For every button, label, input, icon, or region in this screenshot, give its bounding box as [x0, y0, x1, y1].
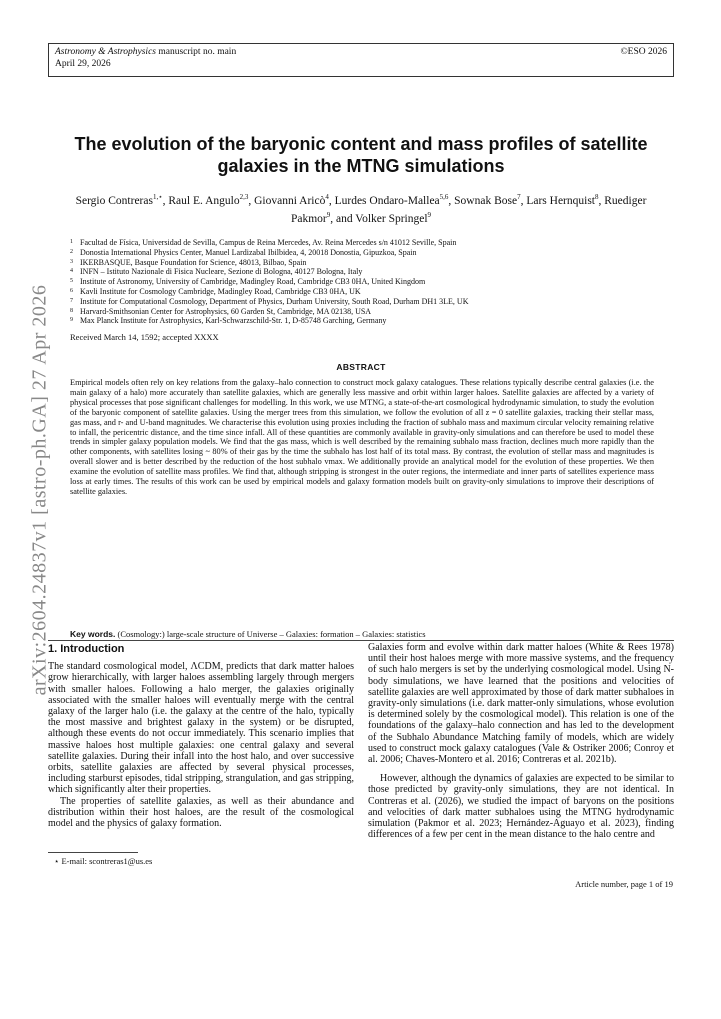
affiliation — [70, 238, 670, 248]
affiliation-number: 1 — [70, 239, 73, 245]
paragraph: The properties of satellite galaxies, as well as their abundance and distribution within their host haloes, are the result of the cosmological model and the physics of galaxy formation. — [48, 795, 354, 830]
affiliation-number: 5 — [70, 278, 73, 285]
author-list: Sergio Contreras$^{1,⋆}$, Raul E. Angulo$^{2,3}$, Giovanni Aricò$^4$, Lurdes Ondaro-Mallea$^{5,6}$, Sownak Bose$^7$, Lars Hernquist$^8$, Ruediger Pakmor$^9$, and Volker Springel$^9$ — [75, 193, 647, 225]
author-affil-marker: 5,6 — [439, 193, 449, 201]
abstract-heading: ABSTRACT — [336, 362, 386, 372]
section-divider — [48, 640, 674, 641]
affiliation-number: 3 — [70, 258, 73, 265]
affiliation-text: Kavli Institute for Cosmology Cambridge, Madingley Road, Cambridge CB3 0HA, UK — [80, 286, 361, 296]
affiliation-text: Max Planck Institute for Astrophysics, Karl-Schwarzschild-Str. 1, D-85748 Garching, Germany — [80, 316, 387, 326]
author-name: Ruediger Pakmor — [290, 194, 647, 225]
author-name: Giovanni Aricò — [254, 194, 326, 207]
affiliation-number: 4 — [70, 268, 73, 275]
left-column — [48, 642, 354, 829]
manuscript-date: April 29, 2026 — [55, 59, 111, 69]
affiliation-text: INFN – Istituto Nazionale di Fisica Nucleare, Sezione di Bologna, 40127 Bologna, Italy — [80, 267, 363, 277]
affiliation-text: Facultad de Física, Universidad de Sevilla, Campus de Reina Mercedes, Av. Reina Mercedes s/n 41012 Seville, Spain — [80, 238, 457, 247]
author-affil-marker: 2,3 — [239, 193, 249, 201]
affiliation — [70, 307, 670, 317]
affiliation-number: 7 — [70, 297, 73, 304]
author-name: Volker Springel — [355, 212, 428, 225]
author-affil-marker: 4 — [325, 193, 329, 201]
paragraph: The standard cosmological model, ΛCDM, predicts that dark matter haloes grow hierarchically, with larger haloes assembling largely through mergers with smaller haloes. Following a halo merger, the galaxies originally associated with the smaller haloes will eventually merge with the central galaxy of the larger halo (i.e. the galaxy at the centre of the halo, typically the most massive and brightest galaxy in the system) or be disrupted, although these events do not occur immediately. This scenario implies that massive haloes host multiple galaxies: one central galaxy and several satellite galaxies. During their infall into the host halo, and over successive orbits, satellite galaxies are affected by several physical processes, including starburst episodes, tidal stripping, strangulation, and gas stripping, which significantly alter their properties. — [48, 661, 354, 796]
author-name: Raul E. Angulo — [168, 194, 240, 207]
keywords — [70, 629, 654, 639]
author-affil-marker: 8 — [595, 193, 599, 201]
journal-name: Astronomy & Astrophysics — [55, 47, 156, 57]
arxiv-id: arXiv:2604.24837v1 [astro-ph.GA] 27 Apr 2026 — [28, 284, 51, 696]
affiliation — [70, 297, 670, 307]
author-name: Lurdes Ondaro-Mallea — [334, 194, 440, 207]
affiliations — [70, 238, 670, 326]
author-name: Sownak Bose — [454, 194, 518, 207]
affiliation — [70, 316, 670, 326]
affiliation — [70, 287, 670, 297]
affiliation-number: 8 — [70, 307, 73, 314]
keywords-text: (Cosmology:) large-scale structure of Universe – Galaxies: formation – Galaxies: statistics — [117, 629, 426, 639]
page-footer: Article number, page 1 of 19 — [575, 879, 673, 889]
author-affil-marker: 7 — [517, 193, 521, 201]
copyright: ©ESO 2026 — [620, 47, 667, 57]
paragraph: Galaxies form and evolve within dark matter haloes (White & Rees 1978) until their host haloes merge with more massive systems, and the frequency of such halo mergers is set by the underlying cosmological model. Using N-body simulations, we have learned that the positions and velocities of satellite galaxies are well approximated by those of dark matter subhaloes in gravity-only simulations (i.e. dark matter-only simulations, whose evolution is determined solely by the cosmological model). This relation is one of the foundations of the galaxy–halo connection and has led to the development of the Subhalo Abundance Matching family of models, which are widely used to construct mock galaxy catalogues (Vale & Ostriker 2006; Conroy et al. 2006; Chaves-Montero et al. 2016; Contreras et al. 2021b). — [368, 642, 674, 766]
footnote-email: ⋆ E-mail: scontreras1@us.es — [54, 856, 153, 866]
affiliation-text: Donostia International Physics Center, Manuel Lardizabal Ibilbidea, 4, 20018 Donostia, Gipuzkoa, Spain — [80, 247, 417, 257]
affiliation-number: 2 — [70, 248, 73, 255]
author-affil-marker: 1,⋆ — [152, 193, 163, 201]
author-affil-marker: 9 — [326, 210, 331, 219]
affiliation — [70, 258, 670, 268]
manuscript-number: manuscript no. main — [158, 47, 237, 57]
right-column — [368, 642, 674, 840]
intro-heading: 1. Introduction — [48, 643, 125, 655]
affiliation-text: Institute for Computational Cosmology, Department of Physics, Durham University, South Road, Durham DH1 3LE, UK — [80, 296, 469, 306]
affiliation — [70, 267, 670, 277]
affiliation-number: 6 — [70, 287, 73, 294]
affiliation-text: Harvard-Smithsonian Center for Astrophysics, 60 Garden St, Cambridge, MA 02138, USA — [80, 306, 372, 316]
affiliation — [70, 277, 670, 287]
affiliation-text: IKERBASQUE, Basque Foundation for Science, 48013, Bilbao, Spain — [80, 257, 307, 267]
affiliation-number: 9 — [70, 317, 73, 324]
keywords-label: Key words. — [70, 629, 116, 639]
received-line: Received March 14, 1592; accepted XXXX — [70, 332, 219, 342]
author-affil-marker: 9 — [427, 210, 432, 219]
footnote-rule — [48, 852, 138, 853]
paragraph: However, although the dynamics of galaxies are expected to be similar to those predicted by gravity-only simulations, they are not identical. In Contreras et al. (2026), we studied the impact of baryons on the positions and velocities of dark matter subhaloes using the MTNG hydrodynamic simulation (Pakmor et al. 2023; Hernández-Aguayo et al. 2023), finding differences of a few per cent in the mean distance to the halo centre and — [368, 773, 674, 841]
paper-title: The evolution of the baryonic content and mass profiles of satellite galaxies in the MTNG simulations — [74, 134, 648, 176]
affiliation-text: Institute of Astronomy, University of Cambridge, Madingley Road, Cambridge CB3 0HA, United Kingdom — [80, 277, 426, 287]
affiliation — [70, 248, 670, 258]
author-name: Lars Hernquist — [526, 194, 596, 207]
author-name: Sergio Contreras — [75, 194, 153, 207]
manuscript-header — [48, 43, 674, 77]
abstract-text: Empirical models often rely on key relations from the galaxy–halo connection to construct mock galaxy catalogues. These relations typically describe central galaxies (i.e. the main galaxy of a halo) more accurately than satellite galaxies, which are generally less massive and orbit within larger haloes. Satellite galaxies are affected by a variety of physical processes that pose significant challenges for modelling. In this work, we use MTNG, a state-of-the-art cosmological hydrodynamic simulation, to study the evolution of the baryonic component of satellite galaxies. Using the merger trees from this simulation, we follow the evolution of all z = 0 satellite galaxies, tracking their stellar mass, gas mass, and r- and U-band magnitudes. We characterise this evolution using proxies including the fraction of subhalo mass and maximum circular velocity remaining relative to infall, the pericentric distance, and the time since infall. All of these quantities are commonly available in gravity-only simulations and can therefore be used to model these trends in simpler galaxy population models. We find that the gas mass, which is well described by the remaining subhalo mass fraction, declines much more rapidly than the other components, with satellites losing ~ 80% of their gas by the time the subhalo has lost half of its total mass. By contrast, the evolution of stellar mass and magnitudes is overall slower and is better described by the reduction of the host subhalo vmax. We additionally provide an analytical model for the evolution of these properties. We then examine the evolution of satellite mass profiles. We find that, although stripping is strongest in the outer regions, the intermediate and inner parts of satellites experience mass loss at early times. The results of this work can be used by empirical models and galaxy formation models built on gravity-only simulations to improve their descriptions of satellite galaxies. — [70, 378, 654, 496]
